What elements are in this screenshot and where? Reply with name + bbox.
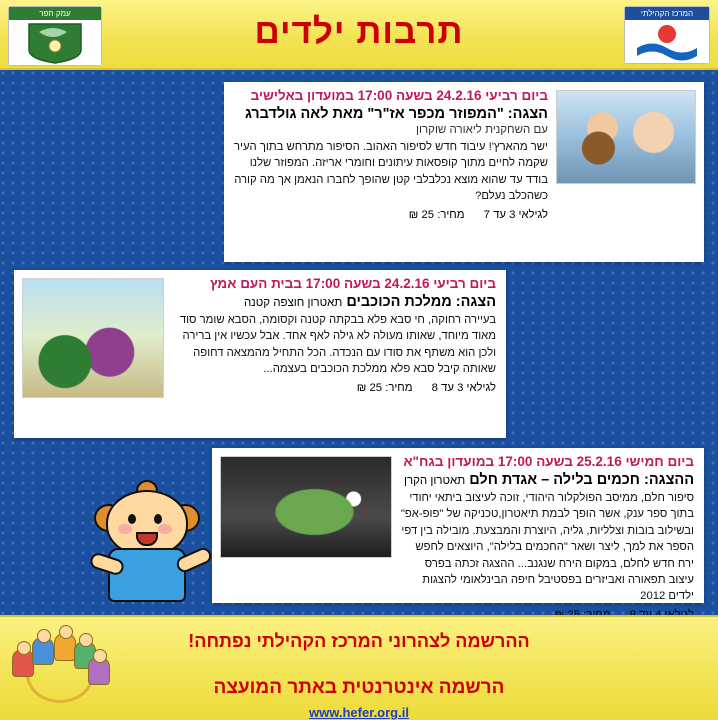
event-card[interactable] xyxy=(224,82,704,262)
online-registration-heading: הרשמה אינטרנטית באתר המועצה xyxy=(213,677,505,698)
event-title: הצגה: "המפוזר מכפר אז"ר" מאת לאה גולדברג xyxy=(245,106,548,122)
community-center-logo-art xyxy=(625,20,709,63)
event-price: מחיר: 25 ₪ xyxy=(356,381,413,394)
event-subtitle: תאטרון חוצפה קטנה xyxy=(243,297,343,309)
page-title: תרבות ילדים xyxy=(254,12,464,51)
event-title xyxy=(400,472,694,488)
event-title xyxy=(174,294,496,310)
community-center-logo xyxy=(624,6,710,64)
events-area xyxy=(0,70,718,615)
footer-banner xyxy=(0,615,718,720)
event-subtitle: תאטרון הקרן xyxy=(404,475,466,487)
event-card[interactable] xyxy=(14,270,506,438)
event-footer xyxy=(174,382,496,394)
event-date: ביום חמישי 25.2.16 בשעה 17:00 במועדון בגח"א xyxy=(403,454,694,469)
event-description: ישר מהארץ'! עיבוד חדש לסיפור האהוב. הסיפור מתרחש בתוך העיר שקמה לחיים מתוך קופסאות עיתונים וחומרי אריזה. המפוזר שלנו בודד עד שהוא מוצא נכלבלבי קטן שהופך לחברו הנאמן אך מה קורה כשהכלב נעלם? xyxy=(234,141,548,203)
event-date: ביום רביעי 24.2.16 בשעה 17:00 בבית העם אמץ xyxy=(210,276,496,291)
council-website-link[interactable]: www.hefer.org.il xyxy=(309,705,409,720)
event-card[interactable] xyxy=(212,448,704,603)
event-description: בעיירה רחוקה, חי סבא פלא בבקתה קטנה וקסומה, הסבא שומר סוד מאוד מיוחד, שאותו מעולה לא גילה לאף אחד. אבל עכשיו אין ברירה ולכן הוא משתף את סודו עם הנכדה. הכל התחיל מהמצאה דחופה שאותה קיבל סבא פלא ממלכת הכוכבים בעצמה... xyxy=(179,314,496,376)
registration-notice: ההרשמה לצהרוני המרכז הקהילתי נפתחה! xyxy=(188,631,530,651)
council-logo-caption: עמק חפר xyxy=(9,7,101,20)
event-price: מחיר: 25 ₪ xyxy=(408,208,465,221)
event-date: ביום רביעי 24.2.16 בשעה 17:00 במועדון באלישיב xyxy=(250,88,548,103)
event-title-text: ההצגה: חכמים בלילה – אגדת חלם xyxy=(469,472,694,488)
event-subtitle: עם השחקנית ליאורה שוקרון xyxy=(416,124,548,136)
event-age-range: לגילאי 3 עד 8 xyxy=(431,381,496,394)
clown-child-illustration xyxy=(92,490,212,610)
event-description: סיפור חלם, ממיסב הפולקלור היהודי, זוכה לעיצוב ביתאי יחודי בתוך ספר ענק, אשר הופך לבמת תיאטרון,טכניקה של "פופ-אפ" ובשילוב בובות וצלליות, גליה, היוצרת והמבצעת. מובילה בין דפי הספר את למך, ליצר ושאר "החכמים בלילה", היוצאים לחפש ירח חדש לחלם, במקום הירח שנגנב... ההצגה זכתה בפרס עיצוב תפאורה ואביזרים בפסטיבל חיפה הבינלאומי להצגות ילדים 2012 xyxy=(400,492,694,603)
event-title-text: הצגה: ממלכת הכוכבים xyxy=(346,294,496,310)
event-footer xyxy=(234,209,548,221)
event-age-range: לגילאי 3 עד 7 xyxy=(483,208,548,221)
community-center-logo-caption: המרכז הקהילתי xyxy=(625,7,709,20)
header-banner xyxy=(0,0,718,70)
